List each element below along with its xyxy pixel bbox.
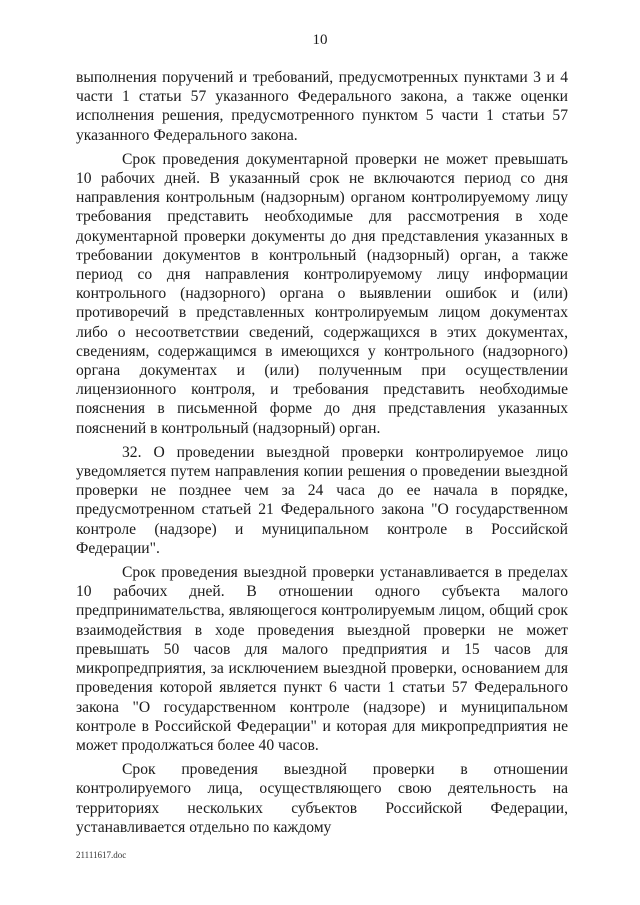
footer-file-name: 21111617.doc [76, 850, 127, 860]
paragraph-multi-region-term: Срок проведения выездной проверки в отношении контролируемого лица, осуществляющего свою деятельность на территориях нескольких субъектов Российской Федерации, устанавливается отдельно по каждому [76, 761, 568, 836]
paragraph-field-check-term: Срок проведения выездной проверки устанавливается в пределах 10 рабочих дней. В отношении одного субъекта малого предпринимательства, являющегося контролируемым лицом, общий срок взаимодействия в ходе проведения выездной проверки не может превышать 50 часов для малого предприятия и 15 часов для микропредприятия, за исключением выездной проверки, основанием для проведения которой является пункт 6 части 1 статьи 57 Федерального закона "О государственном контроле (надзоре) и муниципальном контроле в Российской Федерации" и которая для микропредприятия не может продолжаться более 40 часов. [76, 564, 568, 754]
page-number: 10 [312, 32, 328, 48]
paragraph-documentary-check-term: Срок проведения документарной проверки не может превышать 10 рабочих дней. В указанный срок не включаются период со дня направления контрольным (надзорным) органом контролируемому лицу требования представить необходимые для рассмотрения в ходе документарной проверки документы до дня представления указанных в требовании документов в контрольный (надзорный) орган, а также период со дня направления контролируемому лицу информации контрольного (надзорного) органа о выявлении ошибок и (или) противоречий в представленных контролируемым лицом документах либо о несоответствии сведений, содержащихся в этих документах, сведениям, содержащимся в имеющихся у контрольного (надзорного) органа документах и (или) полученным при осуществлении лицензионного контроля, и требования представить необходимые пояснения в письменной форме до дня представления указанных пояснений в контрольный (надзорный) орган. [76, 150, 568, 437]
paragraph-item-32: 32. О проведении выездной проверки контролируемое лицо уведомляется путем направления копии решения о проведении выездной проверки не позднее чем за 24 часа до ее начала в порядке, предусмотренном статьей 21 Федерального закона "О государственном контроле (надзоре) и муниципальном контроле в Российской Федерации". [76, 443, 568, 557]
paragraph-continuation: выполнения поручений и требований, предусмотренных пунктами 3 и 4 части 1 статьи 57 указанного Федерального закона, а также оценки исполнения решения, предусмотренного пунктом 5 части 1 статьи 57 указанного Федерального закона. [76, 69, 568, 144]
document-body [76, 68, 568, 837]
